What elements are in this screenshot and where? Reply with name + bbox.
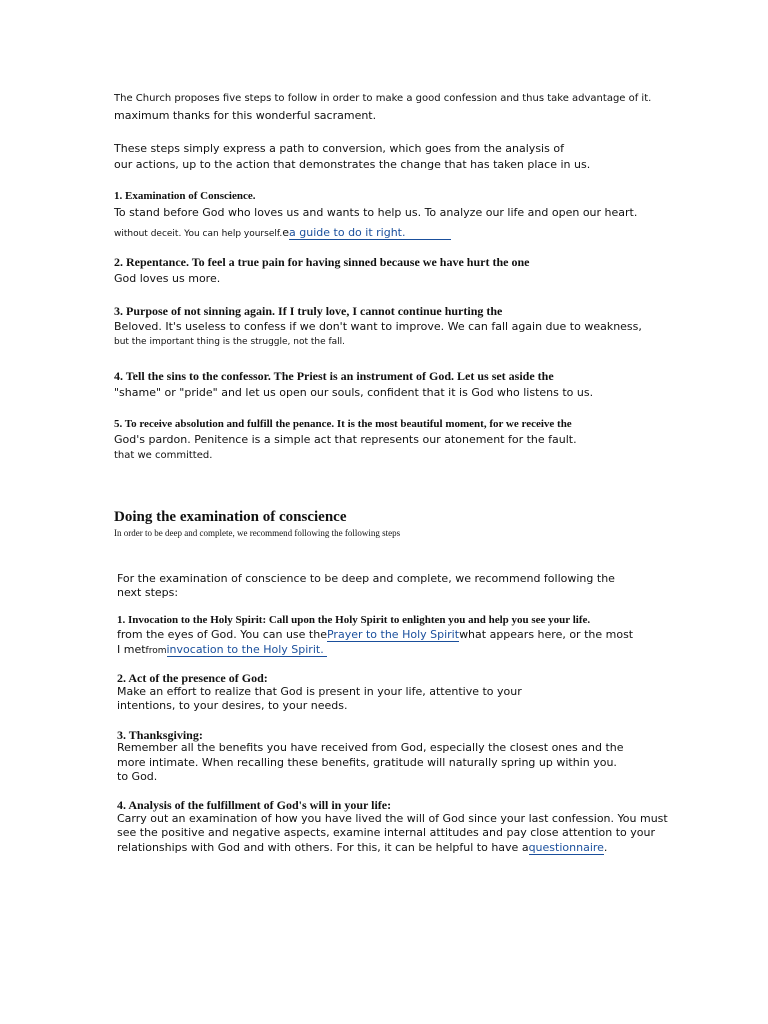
exam-step-4-line-3-post: .: [603, 841, 608, 854]
step-1-title: 1. Examination of Conscience.: [114, 190, 256, 202]
exam-step-1-line-1-post: what appears here, or the most: [459, 628, 634, 641]
exam-step-4-title: 4. Analysis of the fulfillment of God's will in your life:: [117, 798, 392, 812]
exam-intro-1: For the examination of conscience to be deep and complete, we recommend following the: [117, 572, 615, 585]
exam-step-1-title: 1. Invocation to the Holy Spirit: Call upon the Holy Spirit to enlighten you and help you see your life.: [117, 614, 591, 626]
invocation-link[interactable]: invocation to the Holy Spirit.: [167, 643, 327, 657]
exam-subheading: In order to be deep and complete, we recommend following the following steps: [114, 528, 401, 538]
step-4-line-1: "shame" or "pride" and let us open our souls, confident that it is God who listens to us.: [114, 386, 594, 399]
exam-step-4-line-3: [117, 841, 607, 854]
exam-step-3-line-3: to God.: [117, 770, 158, 783]
intro-line-1: The Church proposes five steps to follow in order to make a good confession and thus take advantage of it.: [114, 93, 652, 104]
step-1-line-2-e: e: [282, 226, 290, 239]
step-3-line-1: Beloved. It's useless to confess if we don't want to improve. We can fall again due to weakness,: [114, 320, 642, 333]
exam-step-1-line-1: [117, 628, 633, 641]
exam-step-1-line-2-from: from: [145, 646, 167, 656]
step-1-line-2-text: without deceit. You can help yourself.: [114, 229, 283, 239]
exam-step-3-line-2: more intimate. When recalling these benefits, gratitude will naturally spring up within you.: [117, 756, 617, 769]
exam-step-2-line-2: intentions, to your desires, to your needs.: [117, 699, 348, 712]
prayer-link[interactable]: Prayer to the Holy Spirit: [326, 628, 460, 641]
step-1-line-1: To stand before God who loves us and wants to help us. To analyze our life and open our heart.: [114, 206, 638, 219]
exam-step-4-line-2: see the positive and negative aspects, examine internal attitudes and pay close attention to your: [117, 826, 655, 839]
intro-line-2: maximum thanks for this wonderful sacrament.: [114, 109, 377, 122]
step-1-line-2: [114, 223, 451, 241]
exam-intro-2: next steps:: [117, 586, 179, 599]
intro-line-3: These steps simply express a path to conversion, which goes from the analysis of: [114, 142, 564, 155]
exam-step-4-line-3-pre: relationships with God and with others. For this, it can be helpful to have a: [117, 841, 529, 854]
exam-step-1-line-2-pre: I met: [117, 643, 146, 656]
step-5-title: 5. To receive absolution and fulfill the penance. It is the most beautiful moment, for we receive the: [114, 418, 572, 430]
exam-step-4-line-1: Carry out an examination of how you have lived the will of God since your last confession. You must: [117, 812, 668, 825]
exam-step-2-title: 2. Act of the presence of God:: [117, 671, 268, 685]
intro-line-4: our actions, up to the action that demonstrates the change that has taken place in us.: [114, 158, 591, 171]
questionnaire-link[interactable]: questionnaire: [528, 841, 604, 854]
step-2-line-1: God loves us more.: [114, 272, 221, 285]
step-3-line-2: but the important thing is the struggle, not the fall.: [114, 337, 346, 347]
step-2-title: 2. Repentance. To feel a true pain for having sinned because we have hurt the one: [114, 255, 530, 269]
exam-heading: Doing the examination of conscience: [114, 509, 347, 525]
exam-step-1-line-1-pre: from the eyes of God. You can use the: [117, 628, 327, 641]
exam-step-3-line-1: Remember all the benefits you have received from God, especially the closest ones and the: [117, 741, 624, 754]
step-4-title: 4. Tell the sins to the confessor. The Priest is an instrument of God. Let us set aside the: [114, 369, 554, 383]
step-5-line-1: God's pardon. Penitence is a simple act that represents our atonement for the fault.: [114, 433, 577, 446]
exam-step-1-line-2: [117, 643, 327, 656]
step-3-title: 3. Purpose of not sinning again. If I truly love, I cannot continue hurting the: [114, 304, 503, 318]
step-5-line-2: that we committed.: [114, 450, 213, 461]
exam-step-2-line-1: Make an effort to realize that God is present in your life, attentive to your: [117, 685, 522, 698]
exam-step-3-title: 3. Thanksgiving:: [117, 728, 203, 742]
guide-link[interactable]: a guide to do it right.: [289, 226, 451, 240]
